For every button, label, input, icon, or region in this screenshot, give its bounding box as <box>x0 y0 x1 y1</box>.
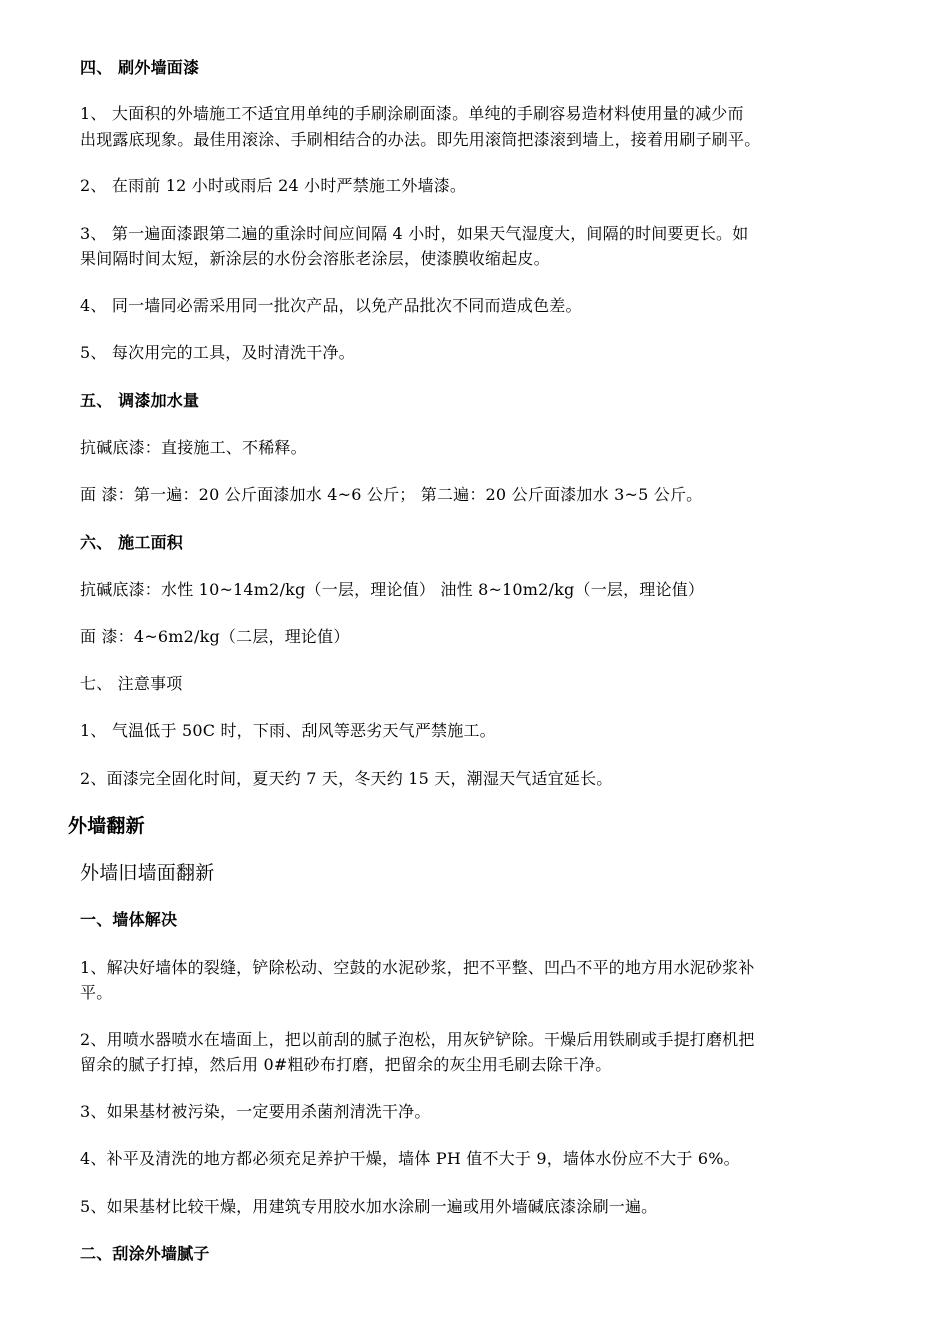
s4-item-4: 4、 同一墙同必需采用同一批次产品，以免产品批次不同而造成色差。 <box>80 296 582 315</box>
s6-paragraph-1: 抗碱底漆：水性 10~14m2/kg（一层，理论值） 油性 8~10m2/kg（一层，理论值） <box>80 580 705 599</box>
s4-item-5: 5、 每次用完的工具，及时清洗干净。 <box>80 343 355 362</box>
s5-paragraph-2: 面 漆：第一遍：20 公斤面漆加水 4~6 公斤； 第二遍：20 公斤面漆加水 3~5 公斤。 <box>80 485 703 504</box>
r1-item-1-line-2: 平。 <box>80 983 113 1002</box>
r1-item-2-line-2: 留余的腻子打掉，然后用 0#粗砂布打磨，把留余的灰尘用毛刷去除干净。 <box>80 1055 612 1074</box>
s4-item-1-line-1: 1、 大面积的外墙施工不适宜用单纯的手刷涂刷面漆。单纯的手刷容易造材料使用量的减少而 <box>80 104 744 123</box>
s7-item-1: 1、 气温低于 50C 时，下雨、刮风等恶劣天气严禁施工。 <box>80 721 496 740</box>
r1-item-2-line-1: 2、用喷水器喷水在墙面上，把以前刮的腻子泡松，用灰铲铲除。干燥后用铁刷或手提打磨机把 <box>80 1030 755 1049</box>
renovation-subtitle: 外墙旧墙面翻新 <box>80 862 215 884</box>
section-heading-4: 四、 刷外墙面漆 <box>80 58 200 77</box>
s4-item-3-line-1: 3、 第一遍面漆跟第二遍的重涂时间应间隔 4 小时，如果天气湿度大，间隔的时间要更长。如 <box>80 224 749 243</box>
renovation-section-1-heading: 一、墙体解决 <box>80 910 178 929</box>
s4-item-2: 2、 在雨前 12 小时或雨后 24 小时严禁施工外墙漆。 <box>80 176 467 195</box>
r1-item-5: 5、如果基材比较干燥，用建筑专用胶水加水涂刷一遍或用外墙碱底漆涂刷一遍。 <box>80 1197 658 1216</box>
s4-item-1-line-2: 出现露底现象。最佳用滚涂、手刷相结合的办法。即先用滚筒把漆滚到墙上，接着用刷子刷平。 <box>80 130 761 149</box>
renovation-section-2-heading: 二、刮涂外墙腻子 <box>80 1244 210 1263</box>
s5-paragraph-1: 抗碱底漆：直接施工、不稀释。 <box>80 438 307 457</box>
r1-item-4: 4、补平及清洗的地方都必须充足养护干燥，墙体 PH 值不大于 9，墙体水份应不大于 6%。 <box>80 1149 740 1168</box>
section-heading-6: 六、 施工面积 <box>80 533 183 552</box>
section-heading-7: 七、 注意事项 <box>80 674 183 693</box>
s4-item-3-line-2: 果间隔时间太短，新涂层的水份会溶胀老涂层，使漆膜收缩起皮。 <box>80 249 550 268</box>
s7-item-2: 2、面漆完全固化时间，夏天约 7 天，冬天约 15 天，潮湿天气适宜延长。 <box>80 769 613 788</box>
section-heading-5: 五、 调漆加水量 <box>80 391 200 410</box>
r1-item-1-line-1: 1、解决好墙体的裂缝，铲除松动、空鼓的水泥砂浆，把不平整、凹凸不平的地方用水泥砂浆补 <box>80 958 755 977</box>
r1-item-3: 3、如果基材被污染，一定要用杀菌剂清洗干净。 <box>80 1102 431 1121</box>
s6-paragraph-2: 面 漆：4~6m2/kg（二层，理论值） <box>80 627 350 646</box>
renovation-title: 外墙翻新 <box>68 815 145 837</box>
